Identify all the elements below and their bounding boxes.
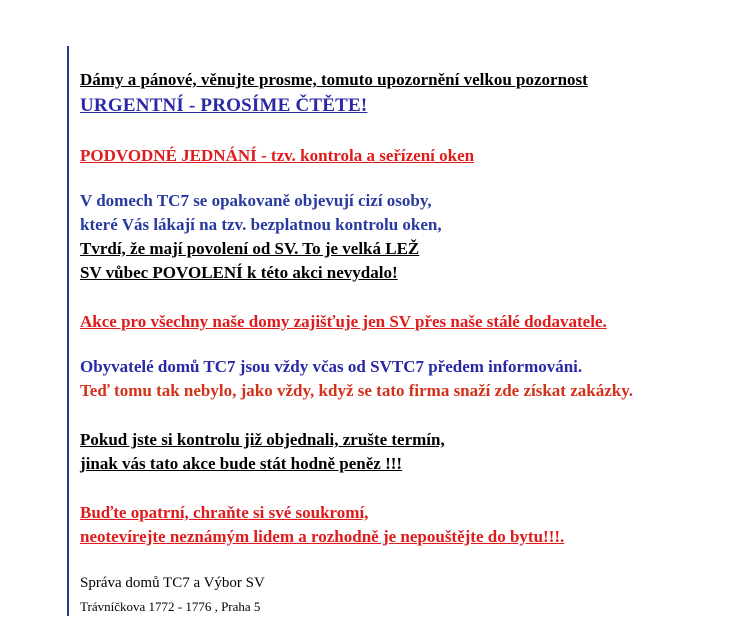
warning-paragraph-line: SV vůbec POVOLENÍ k této akci nevydalo!: [80, 263, 398, 282]
signature-org: Správa domů TC7 a Výbor SV: [80, 575, 265, 591]
left-vertical-rule: [67, 46, 69, 616]
greeting-line: Dámy a pánové, věnujte prosme, tomuto upozornění velkou pozornost: [80, 70, 588, 89]
warning-paragraph-line: Tvrdí, že mají povolení od SV. To je velká LEŽ: [80, 239, 420, 258]
fraud-headline: PODVODNÉ JEDNÁNÍ - tzv. kontrola a seřízení oken: [80, 146, 475, 165]
info-line: Obyvatelé domů TC7 jsou vždy včas od SVTC7 předem informováni.: [80, 357, 583, 376]
not-this-time-line: Teď tomu tak nebylo, jako vždy, když se tato firma snaží zde získat zakázky.: [80, 381, 634, 400]
cancel-line: jinak vás tato akce bude stát hodně peněz !!!: [80, 454, 403, 473]
supplier-note: Akce pro všechny naše domy zajišťuje jen SV přes naše stálé dodavatele.: [80, 312, 607, 331]
urgent-heading: URGENTNÍ - PROSÍME ČTĚTE!: [80, 95, 368, 116]
signature-address: Trávníčkova 1772 - 1776 , Praha 5: [80, 599, 261, 614]
warning-paragraph-line: které Vás lákají na tzv. bezplatnou kontrolu oken,: [80, 215, 442, 234]
cancel-line: Pokud jste si kontrolu již objednali, zrušte termín,: [80, 430, 445, 449]
warning-paragraph-line: V domech TC7 se opakovaně objevují cizí osoby,: [80, 191, 432, 210]
caution-line: Buďte opatrní, chraňte si své soukromí,: [80, 503, 369, 522]
caution-line: neotevírejte neznámým lidem a rozhodně je nepouštějte do bytu!!!.: [80, 527, 565, 546]
